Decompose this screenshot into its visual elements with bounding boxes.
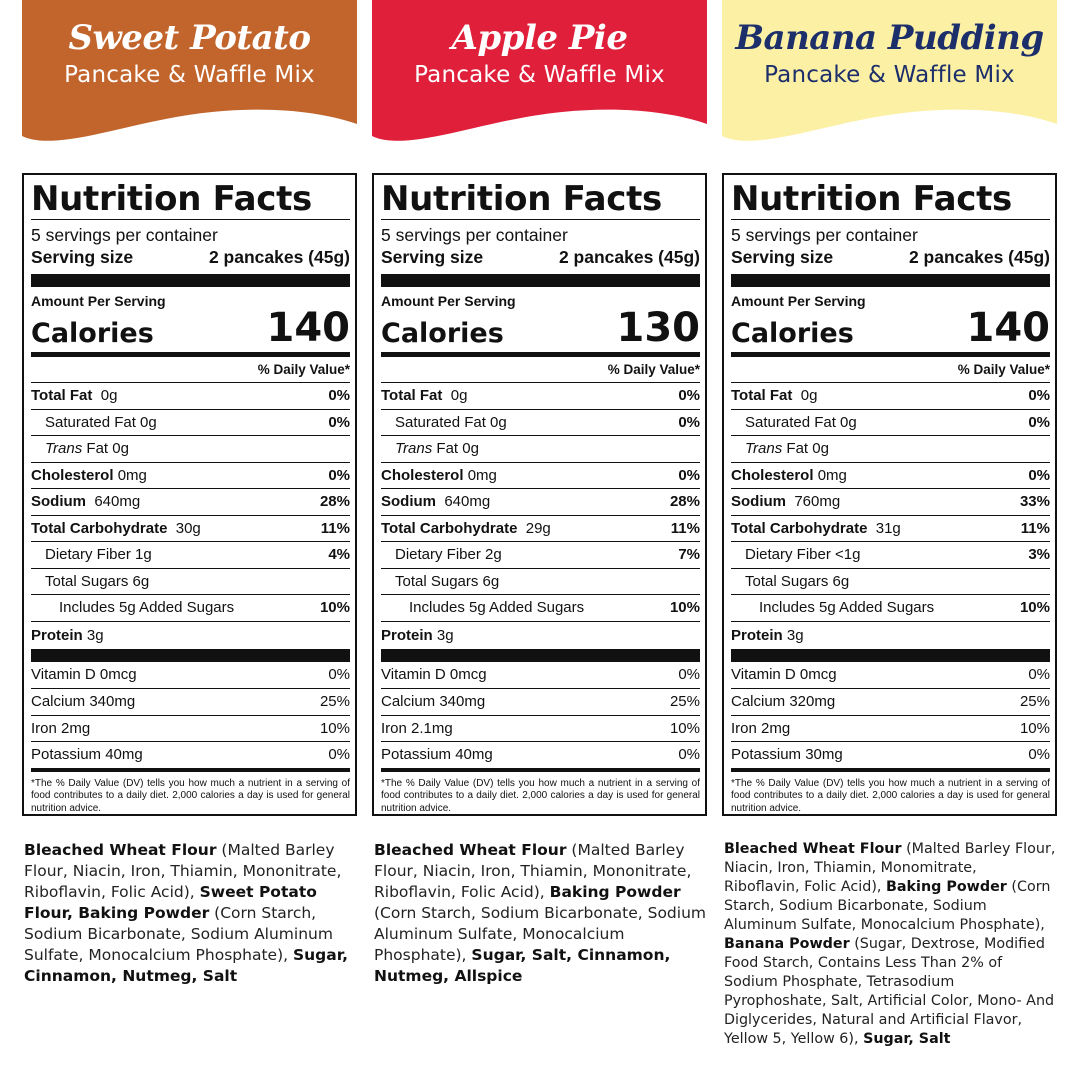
total-carbohydrate-row	[31, 515, 350, 542]
calcium-label: Calcium 320mg	[731, 693, 836, 711]
calories-label: Calories	[731, 318, 854, 349]
ingredient-bold: Banana Powder	[724, 936, 850, 952]
serving-size-label: Serving size	[31, 247, 134, 267]
ingredients-list	[374, 840, 706, 987]
sodium-label: Sodium	[381, 493, 436, 511]
total-carbohydrate-label: Total Carbohydrate	[731, 519, 868, 537]
product-name: Pancake & Waffle Mix	[64, 62, 315, 88]
trans-fat-row	[381, 435, 700, 462]
total-fat-amount: 0g	[800, 387, 818, 405]
ingredient-bold: Bleached Wheat Flour	[374, 841, 567, 859]
protein-amount: 3g	[786, 626, 804, 644]
saturated-fat-row	[31, 409, 350, 436]
cholesterol-row	[731, 462, 1050, 489]
product-column	[22, 0, 357, 985]
daily-value-header: % Daily Value*	[957, 362, 1050, 377]
potassium-row	[31, 741, 350, 768]
potassium-label: Potassium 30mg	[731, 746, 843, 764]
added-sugars-row	[31, 594, 350, 621]
vitamin-d-pct: 0%	[1028, 666, 1050, 684]
saturated-fat-label: Saturated Fat 0g	[45, 413, 157, 431]
cholesterol-amount: 0mg	[817, 466, 847, 484]
flavor-name: Banana Pudding	[735, 18, 1044, 58]
calories-value: 140	[266, 305, 350, 351]
ingredient-bold: Sugar, Salt, Cinnamon, Nutmeg, Allspice	[374, 946, 671, 985]
saturated-fat-label: Saturated Fat 0g	[745, 413, 857, 431]
potassium-label: Potassium 40mg	[381, 746, 493, 764]
total-fat-pct: 0%	[678, 387, 700, 405]
potassium-label: Potassium 40mg	[31, 746, 143, 764]
total-carbohydrate-amount: 31g	[875, 519, 901, 537]
vitamin-d-label: Vitamin D 0mcg	[731, 666, 837, 684]
total-fat-label: Total Fat	[31, 387, 93, 405]
amount-per-serving: Amount Per Serving	[381, 293, 516, 309]
total-carbohydrate-row	[381, 515, 700, 542]
cholesterol-label: Cholesterol	[731, 466, 814, 484]
added-sugars-row	[731, 594, 1050, 621]
calcium-label: Calcium 340mg	[381, 693, 486, 711]
protein-row	[31, 621, 350, 649]
total-fat-row	[31, 382, 350, 409]
ingredient-bold: Sugar, Salt	[863, 1031, 951, 1047]
daily-value-footnote: *The % Daily Value (DV) tells you how much a nutrient in a serving of food contributes to a daily diet. 2,000 calories a day is used for general nutrition advice.	[31, 777, 350, 814]
flavor-banner	[372, 0, 707, 148]
total-sugars-label: Total Sugars 6g	[745, 572, 850, 590]
protein-row	[731, 621, 1050, 649]
nutrition-facts-title: Nutrition Facts	[381, 179, 662, 219]
product-name: Pancake & Waffle Mix	[764, 62, 1015, 88]
calories-row	[731, 305, 1050, 351]
calories-label: Calories	[31, 318, 154, 349]
servings-per-container: 5 servings per container	[731, 225, 918, 245]
saturated-fat-row	[731, 409, 1050, 436]
serving-size-label: Serving size	[381, 247, 484, 267]
ingredient-detail: (Malted Barley Flour, Niacin, Iron, Thiamin, Monomitrate, Riboflavin, Folic Acid),	[724, 841, 1056, 895]
flavor-name: Apple Pie	[451, 18, 628, 58]
amount-per-serving: Amount Per Serving	[31, 293, 166, 309]
iron-row	[31, 715, 350, 742]
sodium-pct: 28%	[669, 493, 700, 511]
sodium-amount: 640mg	[94, 493, 141, 511]
vitamin-d-pct: 0%	[678, 666, 700, 684]
total-fat-row	[381, 382, 700, 409]
ingredient-detail: (Corn Starch, Sodium Bicarbonate, Sodium Aluminum Sulfate, Monocalcium Phosphate),	[724, 879, 1051, 933]
ingredient-bold: Baking Powder	[549, 883, 681, 901]
flavor-banner	[722, 0, 1057, 148]
total-fat-row	[731, 382, 1050, 409]
dietary-fiber-pct: 4%	[328, 546, 350, 564]
trans-fat-row	[31, 435, 350, 462]
trans-fat-italic: Trans	[745, 440, 783, 458]
ingredient-bold: Bleached Wheat Flour	[24, 841, 217, 859]
nutrition-facts-title: Nutrition Facts	[731, 179, 1012, 219]
protein-row	[381, 621, 700, 649]
iron-row	[381, 715, 700, 742]
total-fat-amount: 0g	[100, 387, 118, 405]
added-sugars-pct: 10%	[319, 599, 350, 617]
calcium-row	[31, 688, 350, 715]
total-carbohydrate-label: Total Carbohydrate	[31, 519, 168, 537]
saturated-fat-pct: 0%	[1028, 413, 1050, 431]
ingredient-bold: Baking Powder	[886, 879, 1007, 895]
ingredient-detail: (Sugar, Dextrose, Modified Food Starch, Contains Less Than 2% of Sodium Phosphate, Tetrasodium Pyrophoshate, Salt, Artificial Color, Mono- And Diglycerides, Natural and Artificial Flavor, Yellow 5, Yellow 6),	[724, 936, 1055, 1047]
sodium-row	[731, 488, 1050, 515]
serving-size-value: 2 pancakes (45g)	[908, 247, 1050, 267]
total-fat-pct: 0%	[328, 387, 350, 405]
calcium-row	[731, 688, 1050, 715]
cholesterol-pct: 0%	[1028, 466, 1050, 484]
nutrition-facts-label	[722, 173, 1057, 816]
potassium-pct: 0%	[1028, 746, 1050, 764]
total-fat-label: Total Fat	[731, 387, 793, 405]
dietary-fiber-row	[381, 541, 700, 568]
dietary-fiber-row	[31, 541, 350, 568]
vitamin-d-pct: 0%	[328, 666, 350, 684]
trans-fat-row	[731, 435, 1050, 462]
sodium-amount: 640mg	[444, 493, 491, 511]
cholesterol-amount: 0mg	[467, 466, 497, 484]
trans-fat-label: Fat 0g	[432, 440, 479, 458]
total-carbohydrate-amount: 30g	[175, 519, 201, 537]
added-sugars-pct: 10%	[669, 599, 700, 617]
calories-row	[31, 305, 350, 351]
vitamin-d-row	[381, 662, 700, 689]
added-sugars-row	[381, 594, 700, 621]
total-carbohydrate-pct: 11%	[1020, 519, 1050, 537]
dietary-fiber-label: Dietary Fiber 2g	[395, 546, 502, 564]
serving-size-value: 2 pancakes (45g)	[558, 247, 700, 267]
added-sugars-label: Includes 5g Added Sugars	[59, 599, 235, 617]
calcium-row	[381, 688, 700, 715]
dietary-fiber-label: Dietary Fiber 1g	[45, 546, 152, 564]
serving-size	[31, 246, 350, 268]
dietary-fiber-pct: 3%	[1028, 546, 1050, 564]
calcium-label: Calcium 340mg	[31, 693, 136, 711]
sodium-row	[381, 488, 700, 515]
ingredient-bold: Sweet Potato Flour, Baking Powder	[24, 883, 317, 922]
total-carbohydrate-label: Total Carbohydrate	[381, 519, 518, 537]
sodium-pct: 28%	[319, 493, 350, 511]
cholesterol-pct: 0%	[328, 466, 350, 484]
ingredients-list	[24, 840, 356, 987]
vitamin-d-row	[731, 662, 1050, 689]
total-sugars-row	[381, 568, 700, 595]
total-sugars-row	[31, 568, 350, 595]
cholesterol-row	[31, 462, 350, 489]
sodium-row	[31, 488, 350, 515]
cholesterol-label: Cholesterol	[381, 466, 464, 484]
total-sugars-label: Total Sugars 6g	[395, 572, 500, 590]
calcium-pct: 25%	[319, 693, 350, 711]
product-column	[722, 0, 1057, 1047]
ingredient-bold: Sugar, Cinnamon, Nutmeg, Salt	[24, 946, 348, 985]
total-fat-pct: 0%	[1028, 387, 1050, 405]
daily-value-footnote: *The % Daily Value (DV) tells you how much a nutrient in a serving of food contributes to a daily diet. 2,000 calories a day is used for general nutrition advice.	[731, 777, 1050, 814]
serving-size	[381, 246, 700, 268]
total-sugars-row	[731, 568, 1050, 595]
cholesterol-row	[381, 462, 700, 489]
trans-fat-label: Fat 0g	[782, 440, 829, 458]
sodium-label: Sodium	[31, 493, 86, 511]
added-sugars-label: Includes 5g Added Sugars	[759, 599, 935, 617]
total-fat-amount: 0g	[450, 387, 468, 405]
vitamin-d-row	[31, 662, 350, 689]
nutrition-facts-title: Nutrition Facts	[31, 179, 312, 219]
saturated-fat-pct: 0%	[678, 413, 700, 431]
saturated-fat-pct: 0%	[328, 413, 350, 431]
iron-pct: 10%	[1019, 719, 1050, 737]
dietary-fiber-pct: 7%	[678, 546, 700, 564]
flavor-name: Sweet Potato	[68, 18, 311, 58]
saturated-fat-row	[381, 409, 700, 436]
vitamin-d-label: Vitamin D 0mcg	[381, 666, 487, 684]
serving-size-label: Serving size	[731, 247, 834, 267]
calories-value: 130	[616, 305, 700, 351]
calories-label: Calories	[381, 318, 504, 349]
vitamin-d-label: Vitamin D 0mcg	[31, 666, 137, 684]
serving-size-value: 2 pancakes (45g)	[208, 247, 350, 267]
added-sugars-pct: 10%	[1019, 599, 1050, 617]
ingredients-list	[724, 840, 1056, 1049]
product-column	[372, 0, 707, 985]
dietary-fiber-row	[731, 541, 1050, 568]
total-sugars-label: Total Sugars 6g	[45, 572, 150, 590]
daily-value-footnote: *The % Daily Value (DV) tells you how much a nutrient in a serving of food contributes to a daily diet. 2,000 calories a day is used for general nutrition advice.	[381, 777, 700, 814]
iron-label: Iron 2mg	[731, 719, 791, 737]
total-carbohydrate-pct: 11%	[670, 519, 700, 537]
total-carbohydrate-pct: 11%	[320, 519, 350, 537]
trans-fat-label: Fat 0g	[82, 440, 129, 458]
ingredient-bold: Bleached Wheat Flour	[724, 841, 902, 857]
cholesterol-amount: 0mg	[117, 466, 147, 484]
nutrition-facts-label	[372, 173, 707, 816]
iron-pct: 10%	[319, 719, 350, 737]
ingredient-detail: (Malted Barley Flour, Niacin, Iron, Thiamin, Mononitrate, Riboflavin, Folic Acid),	[24, 841, 342, 901]
trans-fat-italic: Trans	[395, 440, 433, 458]
potassium-row	[731, 741, 1050, 768]
added-sugars-label: Includes 5g Added Sugars	[409, 599, 585, 617]
ingredient-detail: (Corn Starch, Sodium Bicarbonate, Sodium Aluminum Sulfate, Monocalcium Phosphate),	[24, 904, 333, 964]
sodium-label: Sodium	[731, 493, 786, 511]
total-fat-label: Total Fat	[381, 387, 443, 405]
iron-pct: 10%	[669, 719, 700, 737]
product-name: Pancake & Waffle Mix	[414, 62, 665, 88]
amount-per-serving: Amount Per Serving	[731, 293, 866, 309]
protein-label: Protein	[381, 626, 433, 644]
iron-row	[731, 715, 1050, 742]
nutrition-facts-label	[22, 173, 357, 816]
daily-value-header: % Daily Value*	[257, 362, 350, 377]
flavor-banner	[22, 0, 357, 148]
trans-fat-italic: Trans	[45, 440, 83, 458]
potassium-pct: 0%	[328, 746, 350, 764]
protein-amount: 3g	[86, 626, 104, 644]
protein-label: Protein	[31, 626, 83, 644]
saturated-fat-label: Saturated Fat 0g	[395, 413, 507, 431]
cholesterol-pct: 0%	[678, 466, 700, 484]
calcium-pct: 25%	[669, 693, 700, 711]
daily-value-header: % Daily Value*	[607, 362, 700, 377]
cholesterol-label: Cholesterol	[31, 466, 114, 484]
protein-amount: 3g	[436, 626, 454, 644]
potassium-row	[381, 741, 700, 768]
total-carbohydrate-amount: 29g	[525, 519, 551, 537]
serving-size	[731, 246, 1050, 268]
protein-label: Protein	[731, 626, 783, 644]
calories-value: 140	[966, 305, 1050, 351]
iron-label: Iron 2.1mg	[381, 719, 453, 737]
sodium-amount: 760mg	[794, 493, 841, 511]
servings-per-container: 5 servings per container	[381, 225, 568, 245]
potassium-pct: 0%	[678, 746, 700, 764]
ingredient-detail: (Malted Barley Flour, Niacin, Iron, Thiamin, Mononitrate, Riboflavin, Folic Acid),	[374, 841, 692, 901]
servings-per-container: 5 servings per container	[31, 225, 218, 245]
calcium-pct: 25%	[1019, 693, 1050, 711]
sodium-pct: 33%	[1019, 493, 1050, 511]
dietary-fiber-label: Dietary Fiber <1g	[745, 546, 861, 564]
total-carbohydrate-row	[731, 515, 1050, 542]
calories-row	[381, 305, 700, 351]
iron-label: Iron 2mg	[31, 719, 91, 737]
ingredient-detail: (Corn Starch, Sodium Bicarbonate, Sodium Aluminum Sulfate, Monocalcium Phosphate),	[374, 904, 707, 964]
